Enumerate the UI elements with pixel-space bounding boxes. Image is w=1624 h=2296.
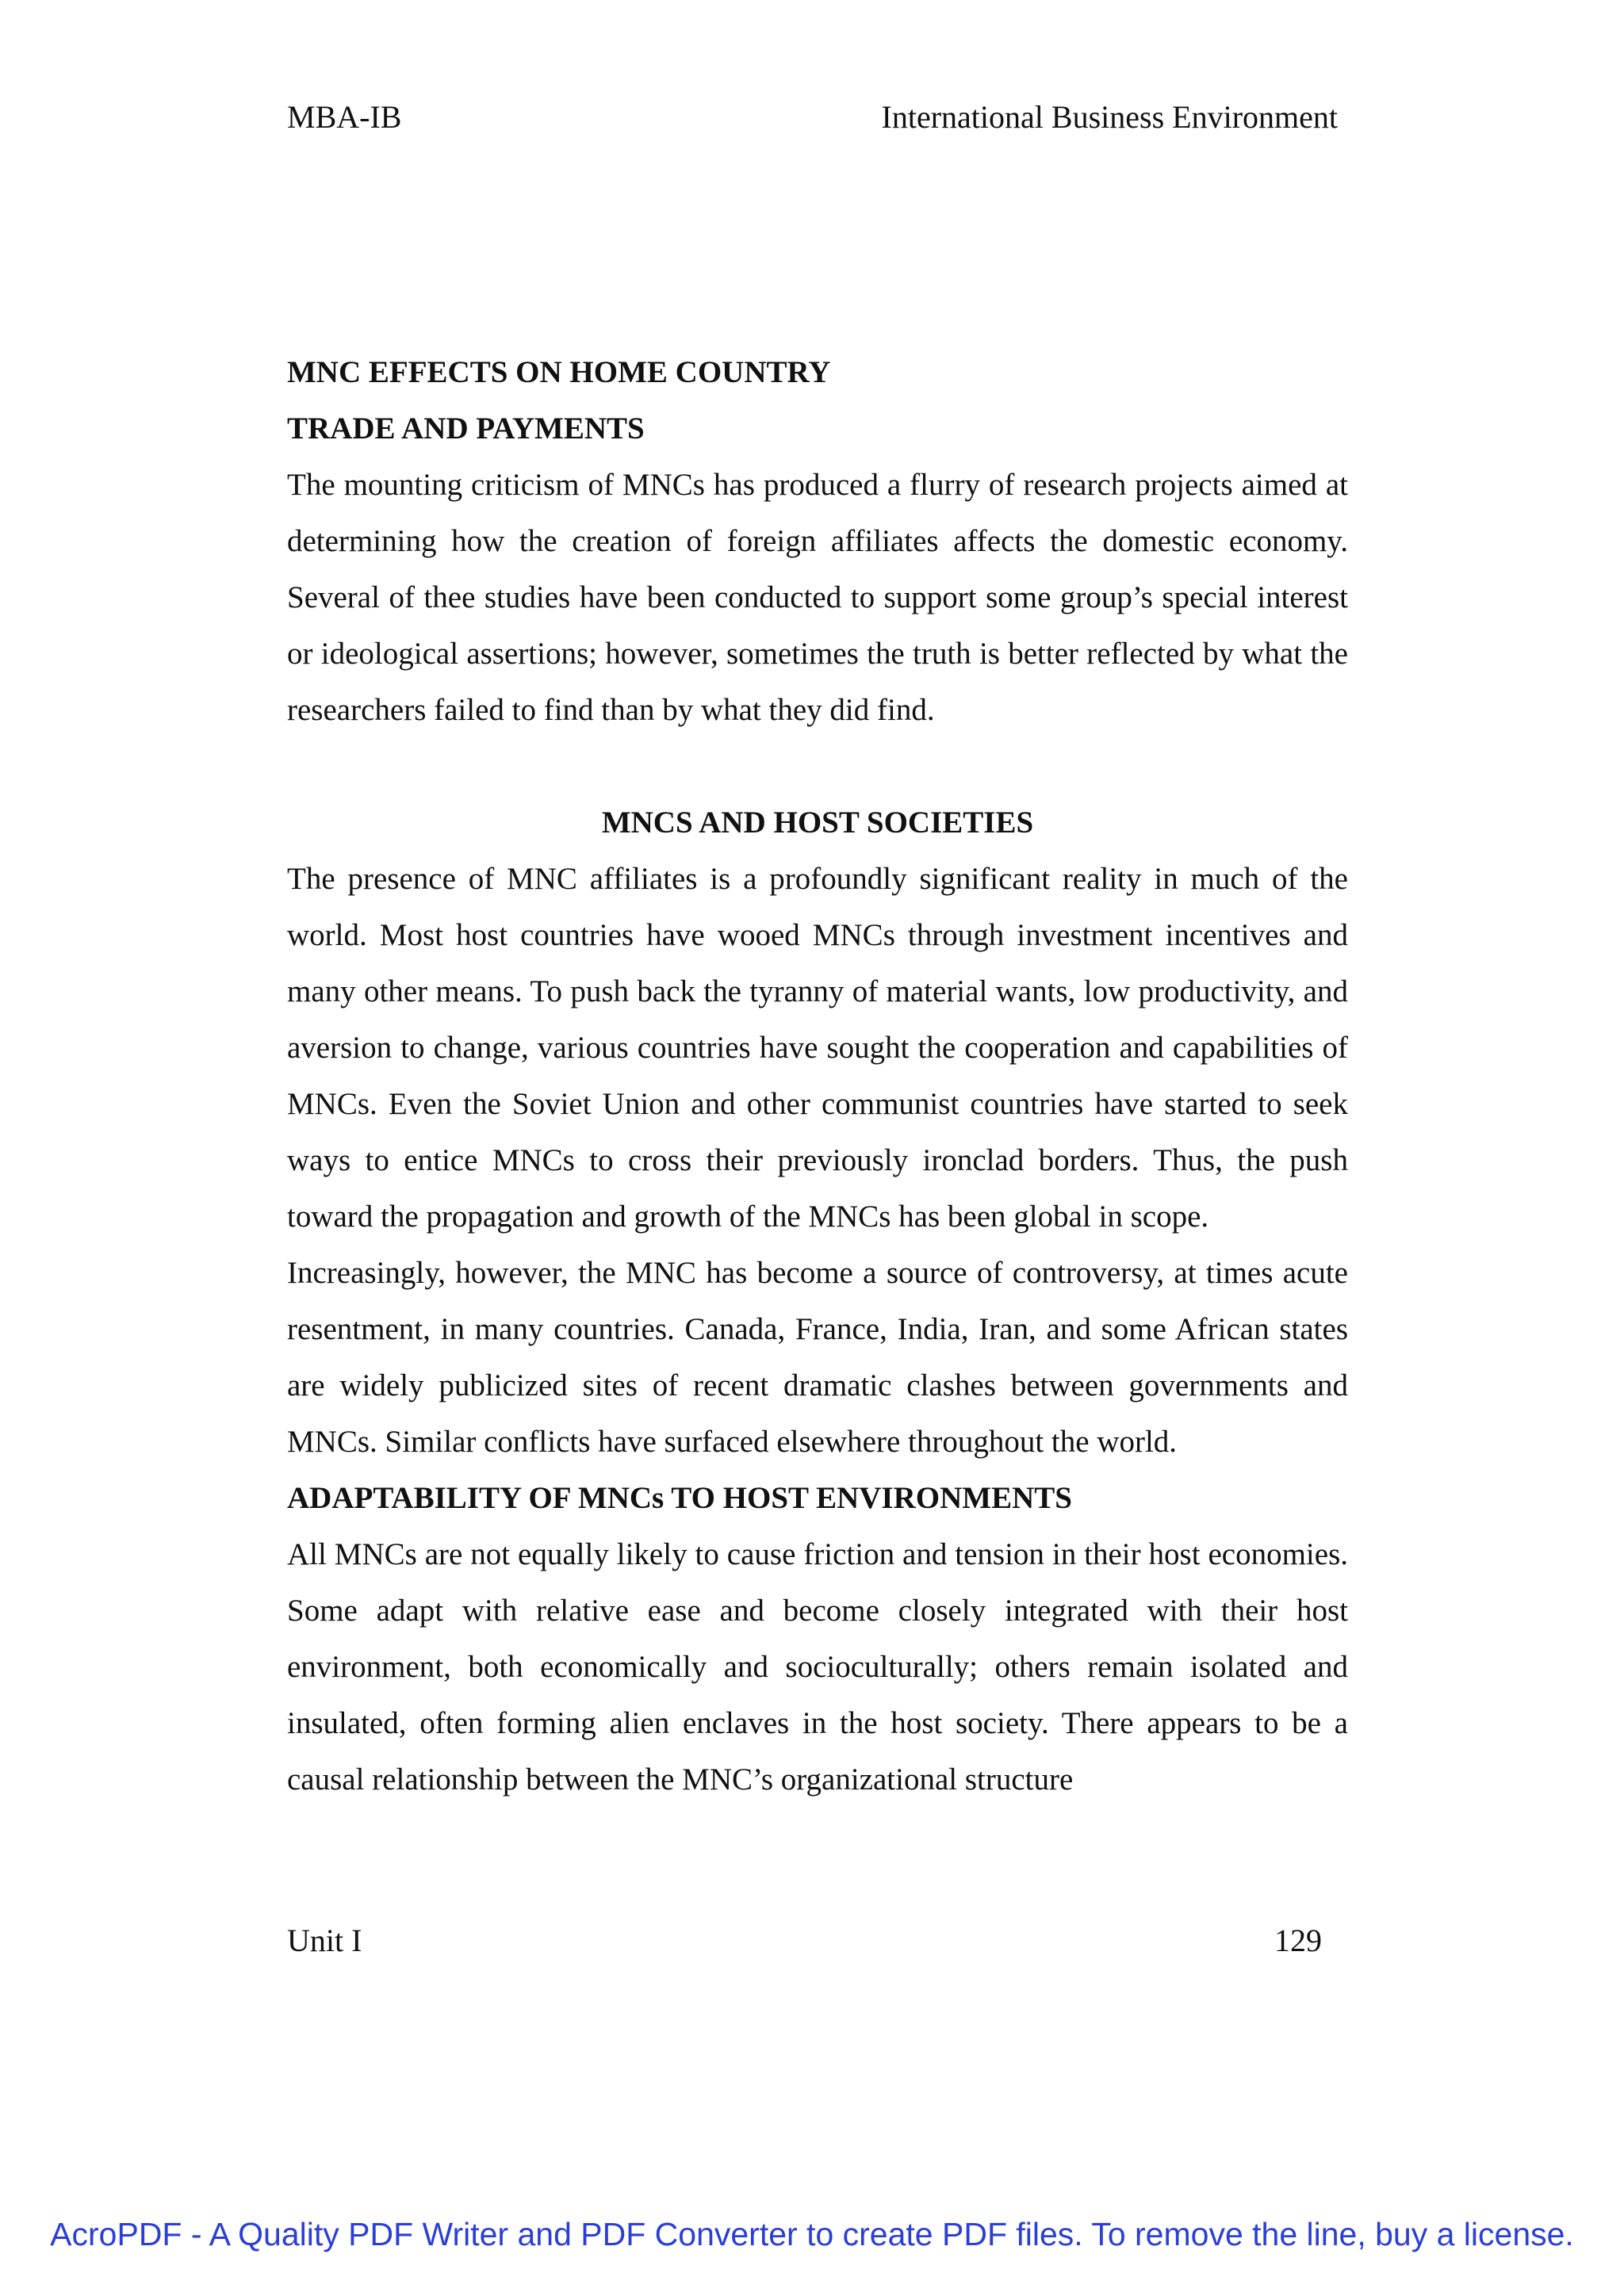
section-heading-trade-payments: TRADE AND PAYMENTS — [287, 411, 645, 446]
running-footer — [287, 1919, 1322, 1963]
page-body — [287, 344, 1348, 1808]
section-heading-home-country: MNC EFFECTS ON HOME COUNTRY — [287, 355, 831, 389]
footer-unit-label: Unit I — [287, 1923, 362, 1958]
paragraph-trade-payments: The mounting criticism of MNCs has produced a flurry of research projects aimed at determining how the creation of foreign affiliates affects the domestic economy. Several of thee studies have been conducted to support some group’s special interest or ideological assertions; however, sometimes the truth is better reflected by what the researchers failed to find than by what they did find. — [287, 468, 1348, 727]
paragraph-adaptability: All MNCs are not equally likely to cause friction and tension in their host economies. Some adapt with relative ease and become closely integrated with their host environment, both economically and socioculturally; others remain isolated and insulated, often forming alien enclaves in the host society. There appears to be a causal relationship between the MNC’s organizational structure — [287, 1537, 1348, 1797]
running-header — [287, 95, 1338, 140]
section-spacer — [287, 738, 1348, 794]
acropdf-watermark: AcroPDF - A Quality PDF Writer and PDF Converter to create PDF files. To remove the line, buy a license. — [50, 2216, 1574, 2252]
section-heading-adaptability: ADAPTABILITY OF MNCs TO HOST ENVIRONMENTS — [287, 1481, 1072, 1515]
section-heading-host-societies: MNCS AND HOST SOCIETIES — [601, 806, 1034, 840]
paragraph-host-societies-1: The presence of MNC affiliates is a profoundly significant reality in much of the world. Most host countries have wooed MNCs through investment incentives and many other means. To push back the tyranny of material wants, low productivity, and aversion to change, various countries have sought the cooperation and capabilities of MNCs. Even the Soviet Union and other communist countries have started to seek ways to entice MNCs to cross their previously ironclad borders. Thus, the push toward the propagation and growth of the MNCs has been global in scope. — [287, 862, 1348, 1234]
header-subject-title: International Business Environment — [881, 99, 1338, 135]
header-course-label: MBA-IB — [287, 99, 402, 135]
page-number: 129 — [1274, 1923, 1322, 1958]
paragraph-host-societies-2: Increasingly, however, the MNC has become a source of controversy, at times acute resentment, in many countries. Canada, France, India, Iran, and some African states are widely publicized sites of recent dramatic clashes between governments and MNCs. Similar conflicts have surfaced elsewhere throughout the world. — [287, 1256, 1348, 1459]
